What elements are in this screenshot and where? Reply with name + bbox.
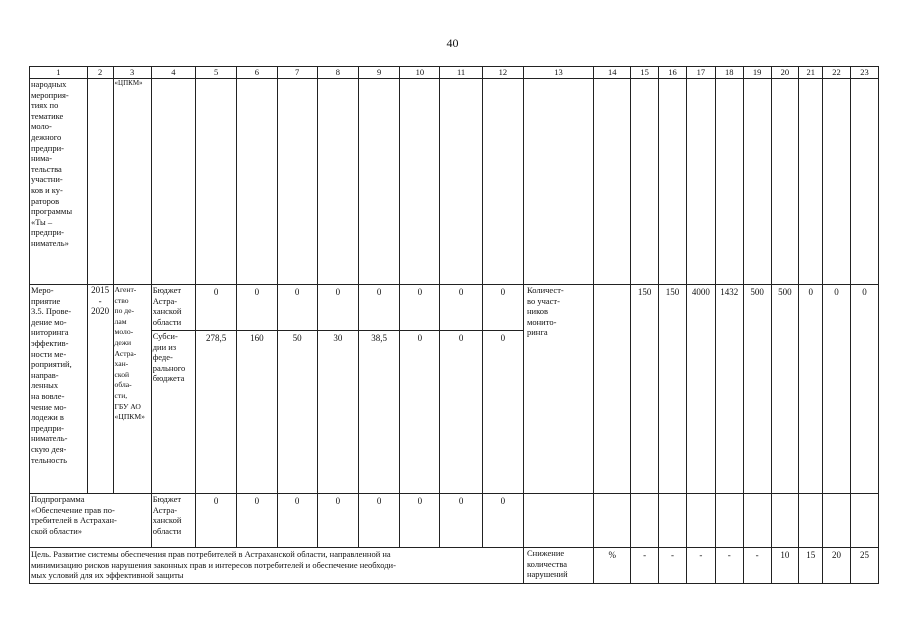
table-cell (87, 79, 113, 285)
table-cell (523, 494, 593, 548)
table-row (30, 285, 879, 331)
table-cell (823, 79, 851, 285)
table-cell (482, 79, 523, 285)
funding-value: 0 (196, 285, 237, 331)
target-value: 10 (771, 548, 799, 584)
target-value: 25 (850, 548, 878, 584)
target-value: - (631, 548, 659, 584)
header-cell: 9 (358, 67, 399, 79)
table-cell (400, 79, 440, 285)
table-cell (823, 494, 851, 548)
header-cell: 23 (850, 67, 878, 79)
header-cell: 4 (151, 67, 195, 79)
target-value: 4000 (686, 285, 715, 494)
header-cell: 13 (523, 67, 593, 79)
funding-value: 0 (277, 494, 317, 548)
target-value: 500 (771, 285, 799, 494)
table-cell (715, 79, 743, 285)
header-cell: 18 (715, 67, 743, 79)
table-cell (151, 79, 195, 285)
header-cell: 2 (87, 67, 113, 79)
funding-value: 30 (317, 331, 358, 494)
table-cell (659, 494, 687, 548)
funding-value: 0 (440, 285, 482, 331)
funding-value: 0 (482, 331, 523, 494)
indicator-unit (594, 285, 631, 494)
indicator-name: Снижение количества нарушений (523, 548, 593, 584)
goal-statement: Цель. Развитие системы обеспечения прав потребителей в Астраханской области, направленной на минимизацию рисков нарушения законных прав и интересов потребителей и обеспечение необходи- мых условий для их эффективной защиты (30, 548, 524, 584)
header-cell: 8 (317, 67, 358, 79)
target-value: 150 (659, 285, 687, 494)
executor-cell: Агент- ство по де- лам моло- дежи Астра- хан- ской обла- сти, ГБУ АО «ЦПКМ» (113, 285, 151, 494)
target-value: 500 (743, 285, 771, 494)
indicator-unit: % (594, 548, 631, 584)
target-value: 1432 (715, 285, 743, 494)
table-cell (631, 494, 659, 548)
table-cell (631, 79, 659, 285)
table-cell (799, 494, 823, 548)
table-cell (196, 79, 237, 285)
funding-value: 0 (440, 331, 482, 494)
funding-value: 38,5 (358, 331, 399, 494)
activity-description: Меро- приятие 3.5. Прове- дение мо- ниторинга эффектив- ности ме- роприятий, направ- ленных на вовле- чение мо- лодежи в предпри- ниматель- скую дея- тельность (30, 285, 88, 494)
funding-value: 0 (358, 494, 399, 548)
table-cell (771, 494, 799, 548)
period-cell: 2015 - 2020 (87, 285, 113, 494)
funding-value: 0 (277, 285, 317, 331)
column-number-row (30, 67, 879, 79)
indicator-name: Количест- во участ- ников монито- ринга (523, 285, 593, 494)
funding-source: Бюджет Астра- ханской области (151, 494, 195, 548)
header-cell: 21 (799, 67, 823, 79)
funding-value: 50 (277, 331, 317, 494)
funding-value: 0 (400, 494, 440, 548)
funding-value: 0 (400, 285, 440, 331)
table-cell (440, 79, 482, 285)
table-cell (771, 79, 799, 285)
funding-value: 0 (358, 285, 399, 331)
executor-cell: «ЦПКМ» (113, 79, 151, 285)
header-cell: 11 (440, 67, 482, 79)
table-cell (743, 79, 771, 285)
header-cell: 14 (594, 67, 631, 79)
funding-value: 0 (317, 494, 358, 548)
header-cell: 19 (743, 67, 771, 79)
funding-value: 0 (482, 285, 523, 331)
program-table (29, 66, 879, 584)
funding-value: 0 (317, 285, 358, 331)
target-value: 15 (799, 548, 823, 584)
header-cell: 17 (686, 67, 715, 79)
table-cell (317, 79, 358, 285)
target-value: - (686, 548, 715, 584)
header-cell: 3 (113, 67, 151, 79)
funding-value: 0 (196, 494, 237, 548)
target-value: 150 (631, 285, 659, 494)
funding-value: 0 (400, 331, 440, 494)
table-row (30, 548, 879, 584)
table-cell (237, 79, 277, 285)
header-cell: 6 (237, 67, 277, 79)
target-value: 20 (823, 548, 851, 584)
funding-value: 0 (237, 494, 277, 548)
table-cell (659, 79, 687, 285)
funding-value: 278,5 (196, 331, 237, 494)
activity-description: народных мероприя- тиях по тематике моло- дежного предпри- нима- тельства участни- ков и ку- раторов программы «Ты – предпри- ниматель» (30, 79, 88, 285)
table-cell (594, 494, 631, 548)
target-value: 0 (823, 285, 851, 494)
table-row (30, 494, 879, 548)
table-cell (799, 79, 823, 285)
funding-value: 0 (440, 494, 482, 548)
target-value: 0 (850, 285, 878, 494)
table-cell (850, 79, 878, 285)
table-cell (686, 79, 715, 285)
funding-value: 0 (237, 285, 277, 331)
table-cell (523, 79, 593, 285)
page-number: 40 (446, 36, 459, 50)
table-cell (743, 494, 771, 548)
subprogram-title: Подпрограмма «Обеспечение прав по- требителей в Астрахан- ской области» (30, 494, 152, 548)
funding-value: 0 (482, 494, 523, 548)
header-cell: 10 (400, 67, 440, 79)
table-cell (594, 79, 631, 285)
header-cell: 7 (277, 67, 317, 79)
header-cell: 20 (771, 67, 799, 79)
target-value: 0 (799, 285, 823, 494)
table-cell (358, 79, 399, 285)
table-row (30, 79, 879, 285)
header-cell: 12 (482, 67, 523, 79)
table-cell (715, 494, 743, 548)
table-cell (686, 494, 715, 548)
funding-source: Субси- дии из феде- рального бюджета (151, 331, 195, 494)
header-cell: 1 (30, 67, 88, 79)
header-cell: 5 (196, 67, 237, 79)
table-cell (277, 79, 317, 285)
table-cell (850, 494, 878, 548)
funding-source: Бюджет Астра- ханской области (151, 285, 195, 331)
header-cell: 15 (631, 67, 659, 79)
target-value: - (659, 548, 687, 584)
target-value: - (743, 548, 771, 584)
header-cell: 22 (823, 67, 851, 79)
target-value: - (715, 548, 743, 584)
header-cell: 16 (659, 67, 687, 79)
funding-value: 160 (237, 331, 277, 494)
